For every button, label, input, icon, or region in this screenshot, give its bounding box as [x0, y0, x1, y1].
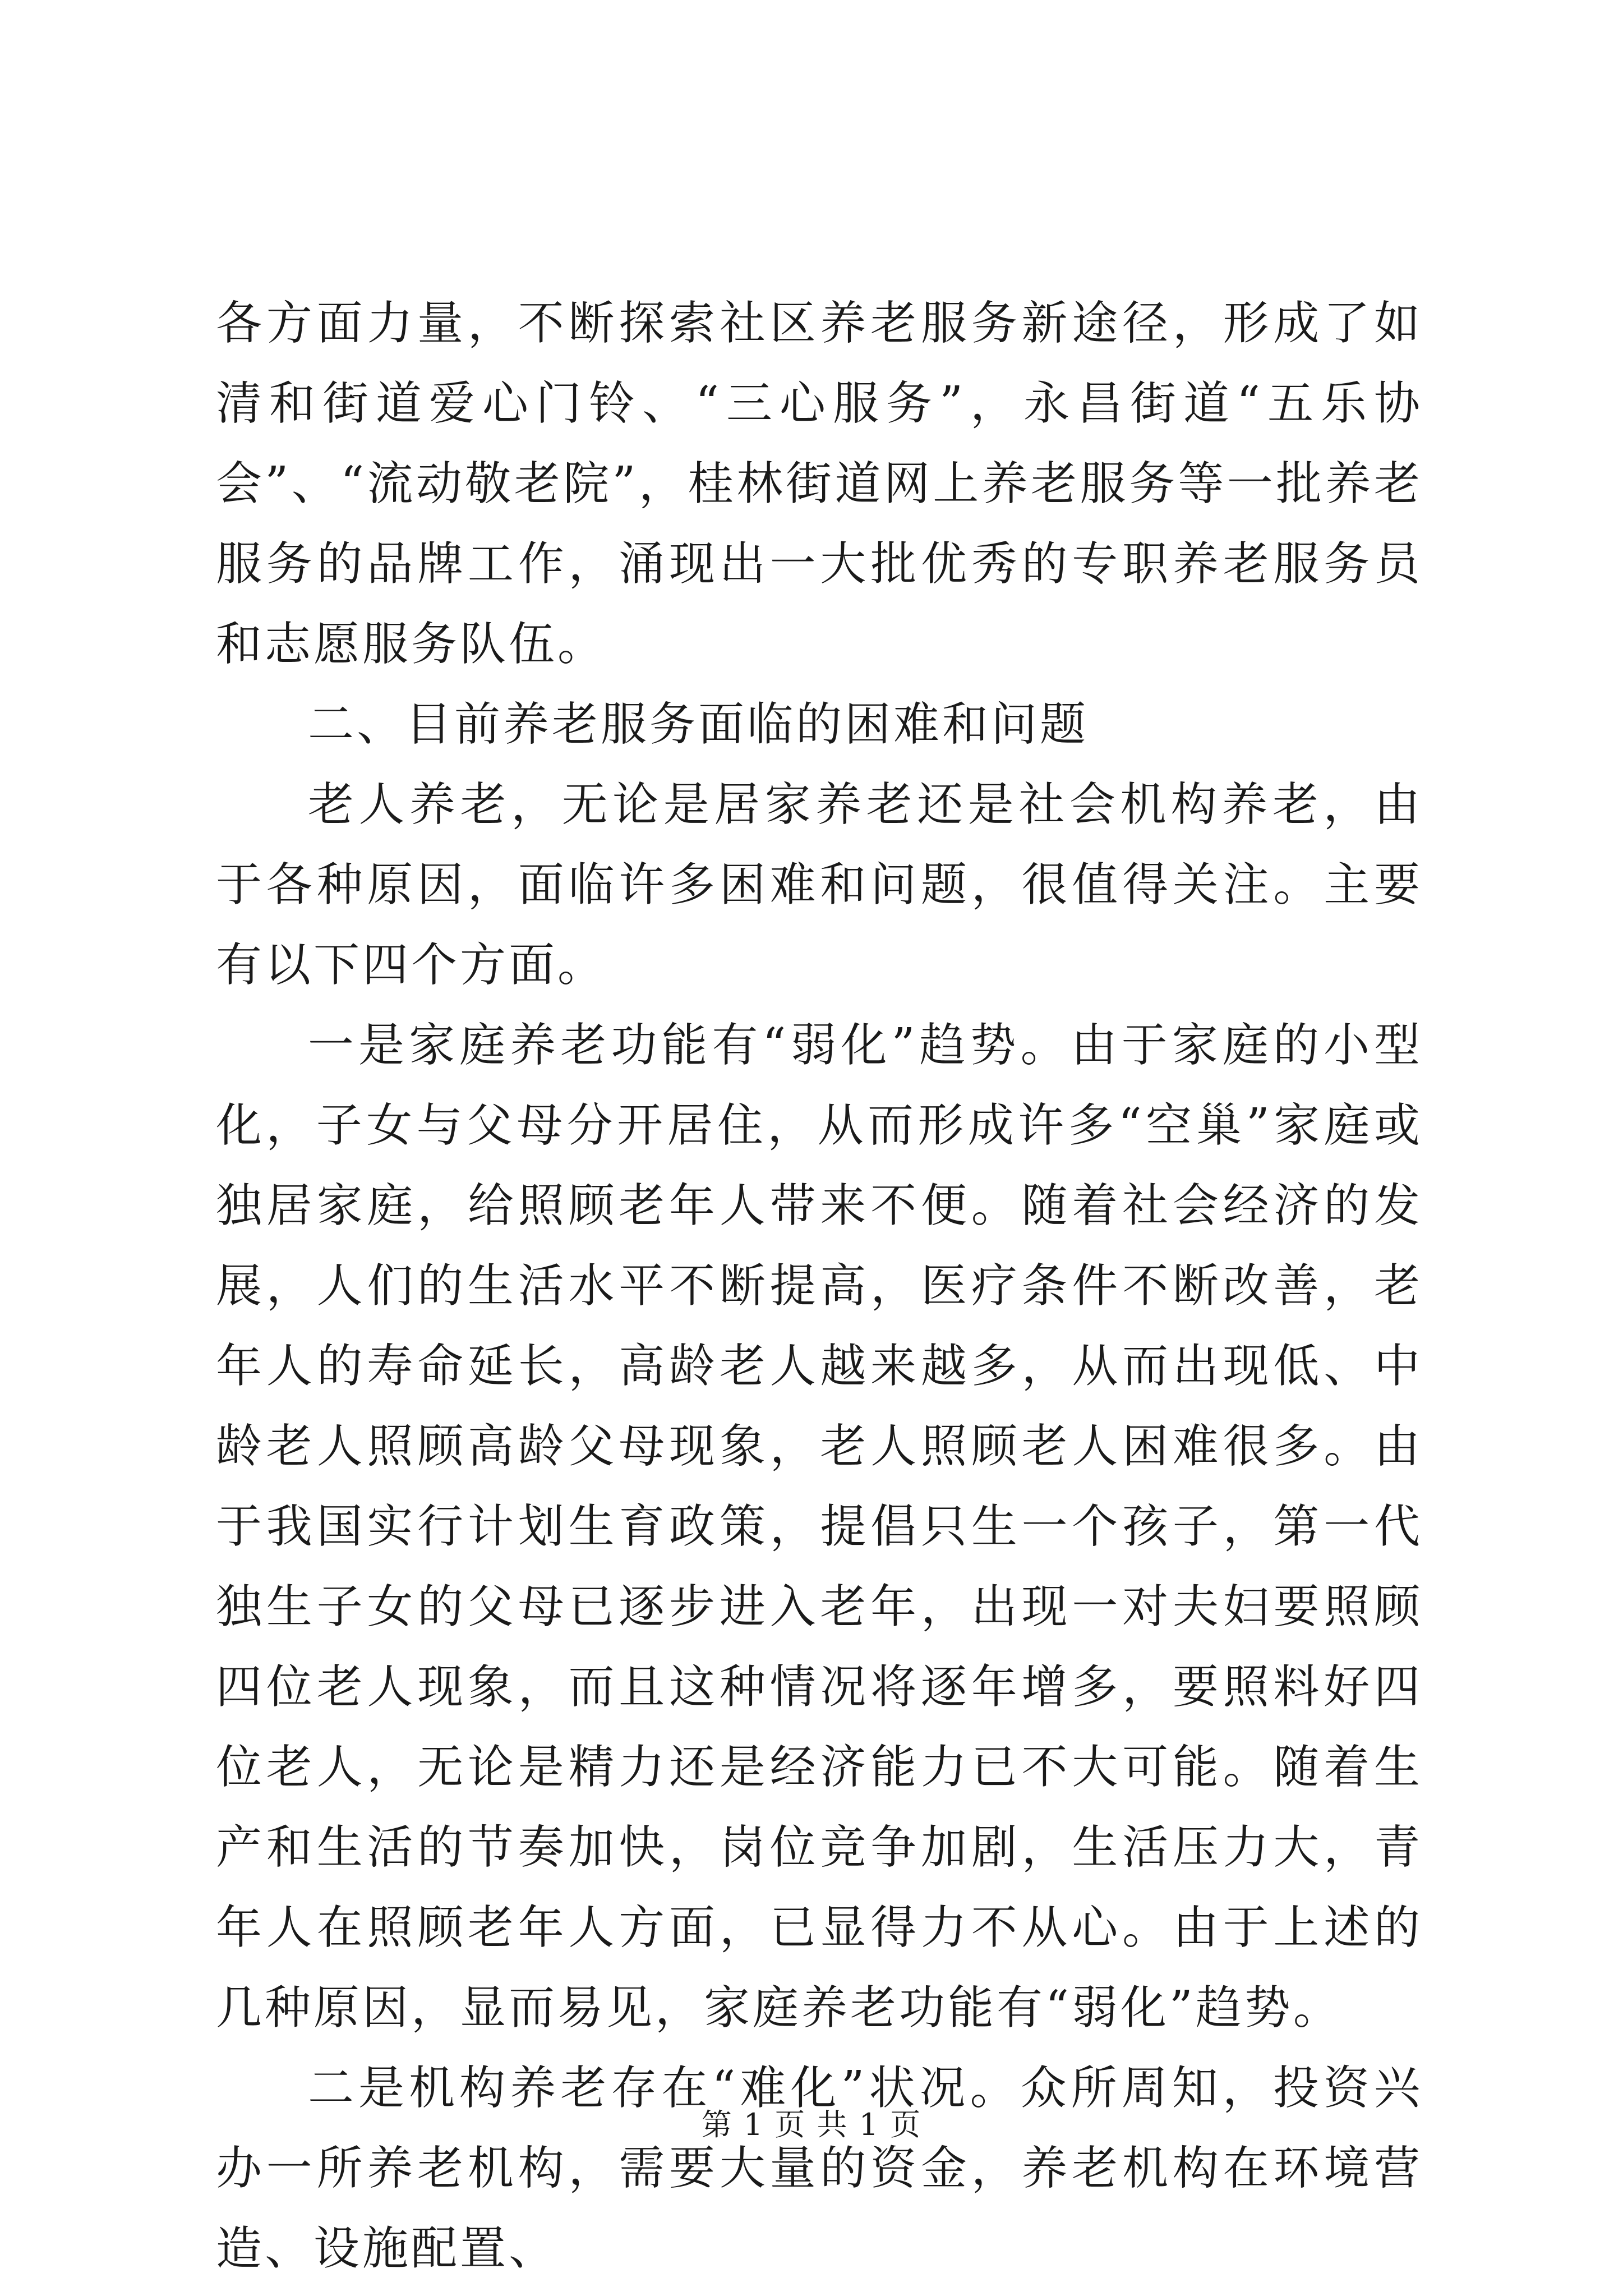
- page-number-footer: 第 1 页 共 1 页: [701, 2107, 922, 2142]
- paragraph-point-two: 二是机构养老存在“难化”状况。众所周知，投资兴办一所养老机构，需要大量的资金，养老机构在环境营造、设施配置、: [216, 2062, 1423, 2275]
- paragraph-intro: 老人养老，无论是居家养老还是社会机构养老，由于各种原因，面临许多困难和问题，很值得关注。主要有以下四个方面。: [216, 778, 1423, 992]
- document-body: [216, 283, 1423, 2289]
- paragraph-point-one: 一是家庭养老功能有“弱化”趋势。由于家庭的小型化，子女与父母分开居住，从而形成许多“空巢”家庭或独居家庭，给照顾老年人带来不便。随着社会经济的发展，人们的生活水平不断提高，医疗条件不断改善，老年人的寿命延长，高龄老人越来越多，从而出现低、中龄老人照顾高龄父母现象，老人照顾老人困难很多。由于我国实行计划生育政策，提倡只生一个孩子，第一代独生子女的父母已逐步进入老年，出现一对夫妇要照顾四位老人现象，而且这种情况将逐年增多，要照料好四位老人，无论是精力还是经济能力已不大可能。随着生产和生活的节奏加快，岗位竞争加剧，生活压力大，青年人在照顾老年人方面，已显得力不从心。由于上述的几种原因，显而易见，家庭养老功能有“弱化”趋势。: [216, 1019, 1423, 2035]
- section-heading: 二、目前养老服务面临的困难和问题: [308, 698, 1089, 751]
- paragraph-continuation: 各方面力量，不断探索社区养老服务新途径，形成了如清和街道爱心门铃、“三心服务”，永昌街道“五乐协会”、“流动敬老院”，桂林街道网上养老服务等一批养老服务的品牌工作，涌现出一大批优秀的专职养老服务员和志愿服务队伍。: [216, 297, 1423, 671]
